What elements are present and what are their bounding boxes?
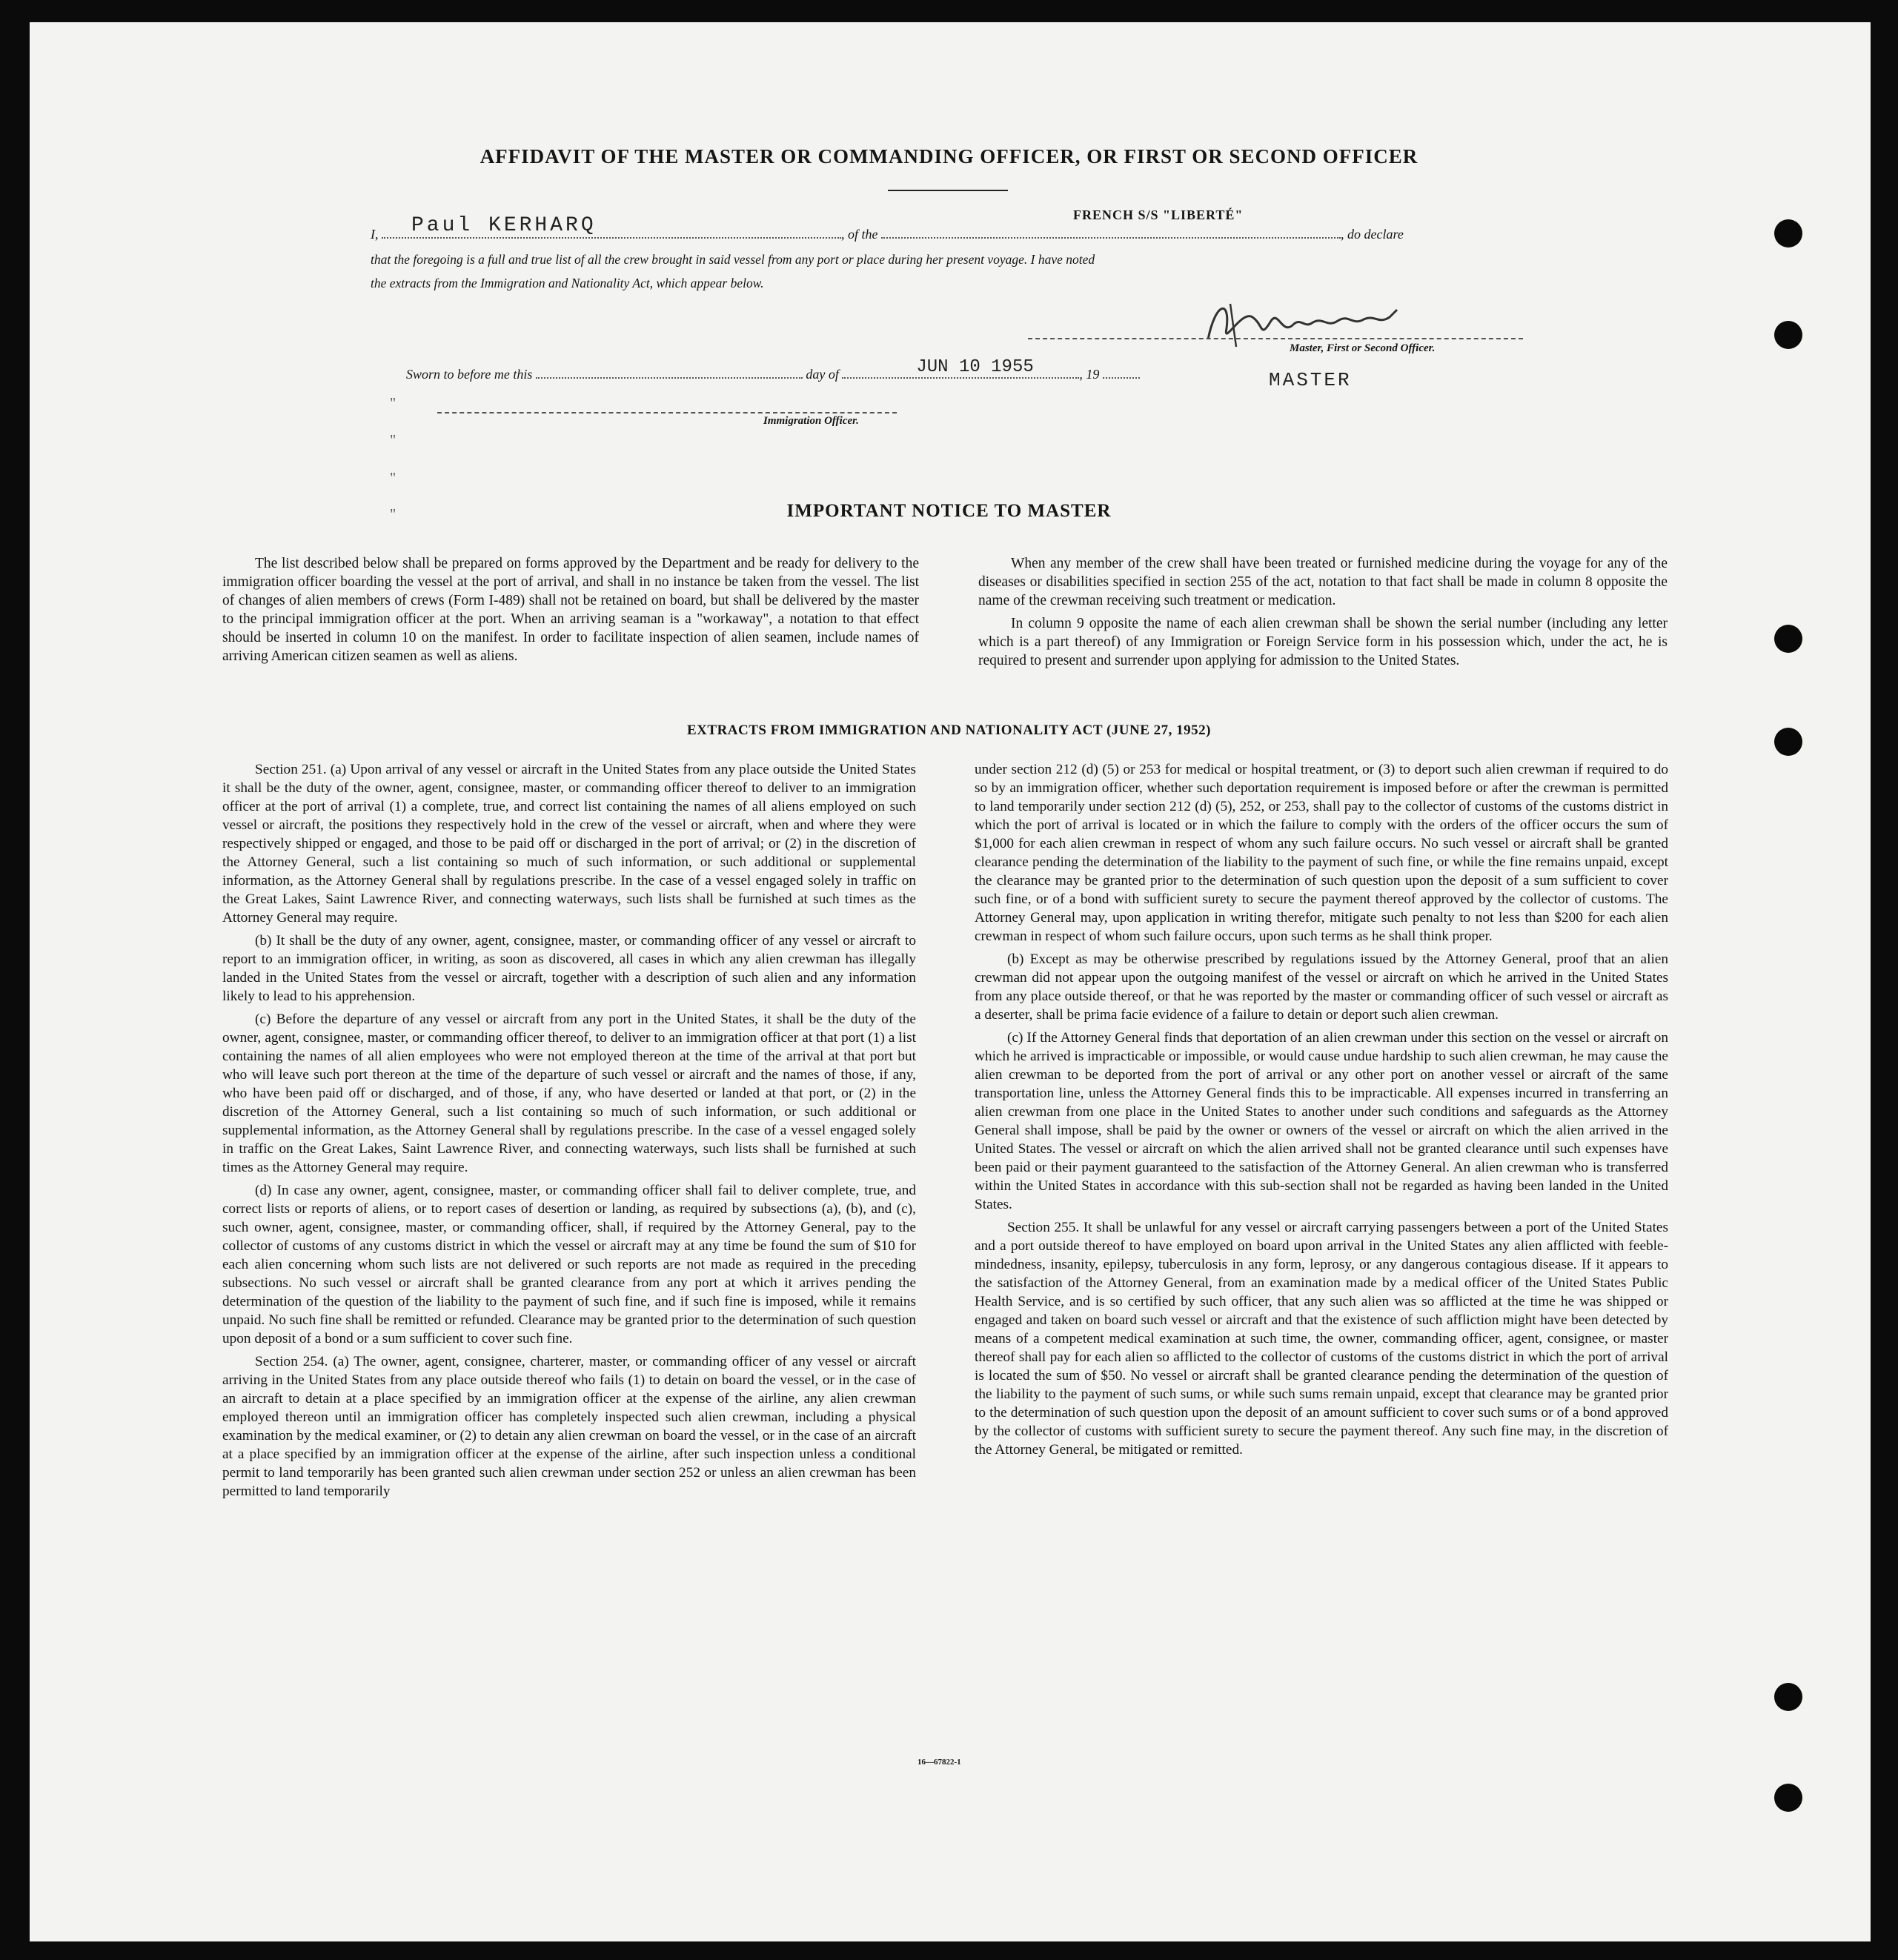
i-label: I,: [371, 227, 379, 242]
ditto-mark: ": [390, 432, 396, 448]
notice-right-text-2: In column 9 opposite the name of each alien crewman shall be shown the serial number (including any letter which is a part thereof) of any Immigration or Foreign Service form in his possession which, under the act, he is required to present and surrender upon applying for admission to the United States.: [978, 616, 1668, 668]
form-code: 16—67822-1: [918, 1758, 961, 1767]
do-declare-label: , do declare: [1341, 227, 1404, 242]
section-254-a-continued: under section 212 (d) (5) or 253 for medical or hospital treatment, or (3) to deport such alien crewman if required to do so by an immigration officer, whether such deportation requirement is imposed before or after the crewman is permitted to land temporarily under section 212 (d) (5), 252, or 253, shall pay to the collector of customs of the customs district in which the port of arrival is located or in which the failure to comply with the orders of the officer occurs the sum of $1,000 for each alien crewman in respect of whom any such failure occurs. No such vessel or aircraft shall be granted clearance pending the determination of the liability to the payment of such fine, or while the fine remains unpaid, except the clearance may be granted prior to the determination of such question upon the deposit of a sum sufficient to cover such fine, or of a bond with sufficient surety to secure the payment thereof approved by the collector of customs. The Attorney General may, upon application in writing therefor, mitigate such penalty to not less than $200 for each alien crewman in respect of whom such failure occurs, upon such terms as he shall think proper.: [975, 762, 1668, 944]
sworn-label: Sworn to before me this: [406, 367, 533, 382]
ditto-mark: ": [390, 470, 396, 486]
section-254-c: (c) If the Attorney General finds that deportation of an alien crewman under this section on the vessel or aircraft on which he arrived is impracticable or impossible, or would cause undue hardship to such alien crewman, he may cause the alien crewman to be deported from the port of arrival or any other port on another vessel or aircraft of the same transportation line, unless the Attorney General finds this to be impracticable. All expenses incurred in transferring an alien crewman from one place in the United States to another under such conditions and safeguards as the Attorney General shall impose, shall be paid by the owner or owners of the vessel or aircraft on which the alien arrived in the United States. The vessel or aircraft on which the alien arrived shall not be granted clearance until such expenses have been paid or their payment guaranteed to the satisfaction of the Attorney General. An alien crewman who is transferred within the United States in accordance with this sub-section shall not be regarded as having been landed in the United States.: [975, 1030, 1668, 1212]
officer-caption: Immigration Officer.: [763, 415, 859, 427]
punch-hole: [1774, 219, 1802, 248]
section-251-b: (b) It shall be the duty of any owner, agent, consignee, master, or commanding officer of any vessel or aircraft to report to an immigration officer, in writing, as soon as discovered, all cases in which any alien crewman has illegally landed in the United States from the vessel or aircraft, together with a description of such alien and any information likely to lead to his apprehension.: [222, 933, 916, 1004]
section-251-a: Section 251. (a) Upon arrival of any vessel or aircraft in the United States from any place outside the United States it shall be the duty of the owner, agent, consignee, master, or commanding officer thereof to deliver to an immigration officer at the port of arrival (1) a complete, true, and correct list containing the names of all aliens employed on such vessel or aircraft, the positions they respectively hold in the crew of the vessel or aircraft, when and where they were respectively shipped or engaged, and those to be paid off or discharged in the port of arrival; or (2) in the discretion of the Attorney General, such a list containing so much of such information, or such additional or supplemental information, as the Attorney General shall by regulations prescribe. In the case of a vessel engaged solely in traffic on the Great Lakes, Saint Lawrence River, and connecting waterways, such lists shall be furnished at such times as the Attorney General may require.: [222, 762, 916, 926]
vessel-field: [881, 222, 1341, 239]
ditto-mark: ": [390, 506, 396, 522]
punch-hole: [1774, 1683, 1802, 1711]
sworn-day-field: [536, 362, 803, 379]
notice-left-text: The list described below shall be prepared on forms approved by the Department and be ready for delivery to the immigration officer boarding the vessel at the port of arrival, and shall in no instance be taken from the vessel. The list of changes of alien members of crews (Form I-489) shall not be retained on board, but shall be delivered by the master to the principal immigration officer at the port. When an arriving seaman is a "workaway", a notation to that effect should be inserted in column 10 on the manifest. In order to facilitate inspection of alien seamen, include names of arriving American citizen seamen as well as aliens.: [222, 556, 919, 664]
vessel-name: FRENCH S/S "LIBERTÉ": [1073, 207, 1244, 222]
year-prefix: , 19: [1079, 367, 1100, 382]
extracts-right-column: [975, 760, 1668, 1464]
signature-caption: Master, First or Second Officer.: [1290, 342, 1436, 354]
master-stamp: MASTER: [1269, 369, 1352, 391]
punch-hole: [1774, 1784, 1802, 1812]
punch-hole: [1774, 625, 1802, 653]
title-divider: [888, 190, 1008, 191]
section-251-d: (d) In case any owner, agent, consignee, master, or commanding officer shall fail to deliver complete, true, and correct lists or reports of aliens, or to report cases of desertion or landing, as required by subsections (a), (b), and (c), such owner, agent, consignee, master, or commanding officer, shall, if required by the Attorney General, pay to the collector of customs of any customs district in which the vessel or aircraft may at any time be found the sum of $10 for each alien concerning whom such lists are not delivered or such reports are not made as required in the preceding subsections. No such vessel or aircraft shall be granted clearance from any port at which it arrives pending the determination of the question of the liability to the payment of such fine, and if such fine is imposed, while it remains unpaid. No such fine shall be remitted or refunded. Clearance may be granted prior to the determination of such question upon deposit of a bond or a sum sufficient to cover such fine.: [222, 1183, 916, 1346]
of-the-label: , of the: [841, 227, 878, 242]
day-of-label: day of: [806, 367, 839, 382]
section-254-b: (b) Except as may be otherwise prescribed by regulations issued by the Attorney General, proof that an alien crewman did not appear upon the outgoing manifest of the vessel or aircraft on which he arrived in the United States from any place outside thereof, or that he was reported by the master or commanding officer of such vessel or aircraft as a deserter, shall be prima facie evidence of a failure to detain or deport such alien crewman.: [975, 951, 1668, 1023]
signature-line: [1028, 338, 1523, 339]
officer-line: [437, 412, 897, 413]
extracts-title: EXTRACTS FROM IMMIGRATION AND NATIONALITY ACT (JUNE 27, 1952): [687, 722, 1211, 738]
section-255: Section 255. It shall be unlawful for any vessel or aircraft carrying passengers between a port of the United States and a port outside thereof to have employed on board upon arrival in the United States any alien afflicted with feeble-mindedness, insanity, epilepsy, tuberculosis in any form, leprosy, or any dangerous contagious disease. If it appears to the satisfaction of the Attorney General, from an examination made by a medical officer of the United States Public Health Service, and is so certified by such officer, that any such alien was so afflicted at the time he was shipped or engaged and taken on board such vessel or aircraft and that the existence of such affliction might have been detected by means of a competent medical examination at such time, the owner, commanding officer, agent, consignee, or master thereof shall pay for each alien so afflicted to the collector of customs of the customs district in which the port of arrival is located the sum of $50. No vessel or aircraft shall be granted clearance pending the determination of the question of the liability to the payment of such sums, or while such sums remain unpaid, except that clearance may be granted prior to the determination of such question upon the deposit of an amount sufficient to cover such sums or of a bond approved by the collector of customs with sufficient surety to secure the payment thereof. Any such fine may, in the discretion of the Attorney General, be mitigated or remitted.: [975, 1220, 1668, 1458]
notice-title: IMPORTANT NOTICE TO MASTER: [786, 501, 1112, 521]
ditto-mark: ": [390, 395, 396, 411]
master-name: Paul KERHARQ: [411, 214, 597, 237]
notice-right-text-1: When any member of the crew shall have been treated or furnished medicine during the voyage for any of the diseases or disabilities specified in section 255 of the act, notation to that fact shall be made in column 8 opposite the name of the crewman receiving such treatment or medication.: [978, 556, 1668, 608]
sworn-line: [406, 357, 1140, 382]
notice-left-column: [222, 554, 919, 670]
notice-right-column: [978, 554, 1668, 674]
master-name-field: [382, 214, 841, 239]
section-254-a: Section 254. (a) The owner, agent, consignee, charterer, master, or commanding officer of any vessel or aircraft arriving in the United States from any place outside thereof who fails (1) to detain on board the vessel, or in the case of an aircraft to detain at a place specified by an immigration officer at the expense of the airline, any alien crewman employed thereon until an immigration officer has completely inspected such alien crewman, including a physical examination by the medical examiner, or (2) to detain any alien crewman on board the vessel, or in the case of an aircraft at a place specified by an immigration officer at the expense of the airline, after such inspection unless a conditional permit to land temporarily has been granted such alien crewman under section 252 or unless an alien crewman has been permitted to land temporarily: [222, 1354, 916, 1499]
statement-line-2: the extracts from the Immigration and Nationality Act, which appear below.: [371, 276, 764, 290]
affidavit-title: AFFIDAVIT OF THE MASTER OR COMMANDING OFFICER, OR FIRST OR SECOND OFFICER: [480, 145, 1418, 167]
statement-line-1: that the foregoing is a full and true list of all the crew brought in said vessel from any port or place during her present voyage. I have noted: [371, 252, 1095, 267]
sworn-year-field: [1103, 362, 1140, 379]
section-251-c: (c) Before the departure of any vessel or aircraft from any port in the United States, it shall be the duty of the owner, agent, consignee, master, or commanding officer thereof, to deliver to an immigration officer at that port (1) a list containing the names of all alien employees who were not employed thereon at the time of the arrival at that port but who will leave such port thereon at the time of the departure of such vessel or aircraft and the names of those, if any, who have been paid off or discharged, and of those, if any, who have deserted or landed at that port, or (2) in the discretion of the Attorney General, such a list containing so much of such information, or such additional or supplemental information, as the Attorney General shall by regulations prescribe. In the case of a vessel engaged solely in traffic on the Great Lakes, Saint Lawrence River, and connecting waterways, such lists shall be furnished at such times as the Attorney General may require.: [222, 1011, 916, 1175]
date-stamp: JUN 10 1955: [916, 357, 1034, 377]
sworn-month-field: [842, 357, 1079, 379]
extracts-left-column: [222, 760, 916, 1505]
punch-hole: [1774, 321, 1802, 349]
